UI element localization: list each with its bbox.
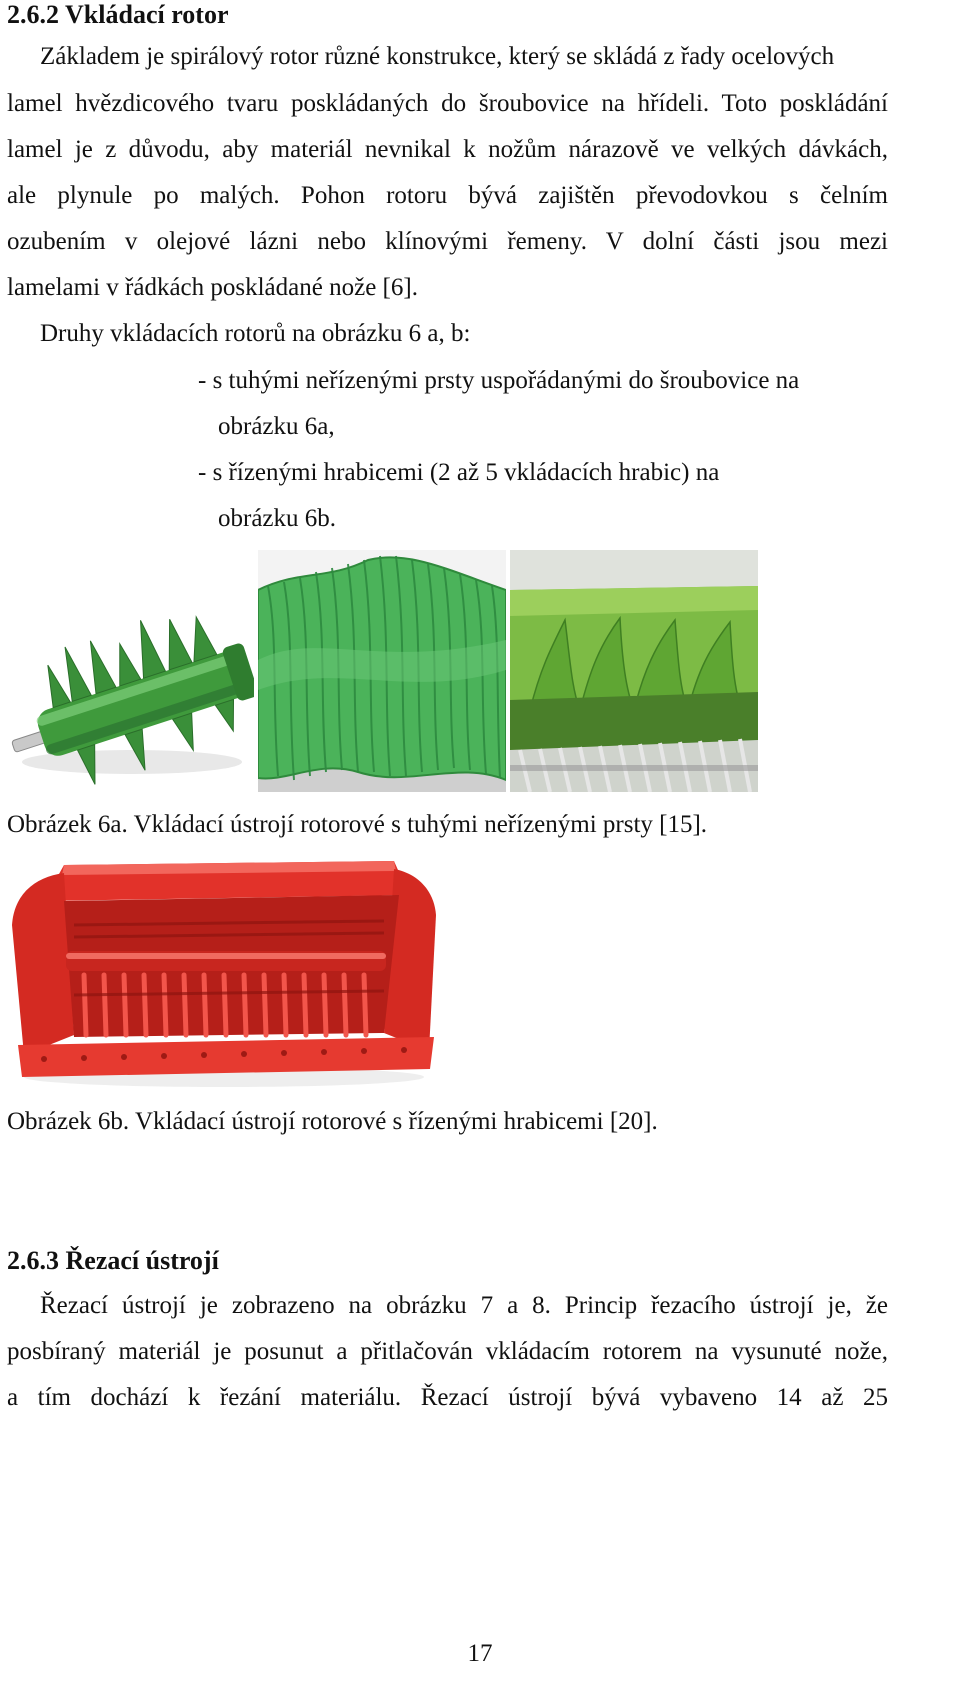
figure-6b-photo-red-rake-rotor — [4, 855, 444, 1090]
list-item: - s řízenými hrabicemi (2 až 5 vkládacích hrabic) na — [198, 459, 720, 486]
figure-6a-photo-rotor-fingers — [2, 572, 254, 792]
paragraph-line: posbíraný materiál je posunut a přitlačován vkládacím rotorem na vysunuté nože, — [7, 1338, 888, 1365]
paragraph-line: lamel hvězdicového tvaru poskládaných do šroubovice na hřídeli. Toto poskládání — [7, 90, 888, 117]
list-intro: Druhy vkládacích rotorů na obrázku 6 a, b: — [40, 320, 471, 347]
figure-6b-caption: Obrázek 6b. Vkládací ústrojí rotorové s řízenými hrabicemi [20]. — [7, 1108, 658, 1135]
paragraph-line: Základem je spirálový rotor různé konstrukce, který se skládá z řady ocelových — [40, 43, 835, 70]
paragraph-line: lamel je z důvodu, aby materiál nevnikal k nožům nárazově ve velkých dávkách, — [7, 136, 888, 163]
figure-6a-photo-lamellas — [258, 550, 506, 792]
paragraph-line: Řezací ústrojí je zobrazeno na obrázku 7 a 8. Princip řezacího ústrojí je, že — [40, 1292, 888, 1319]
list-item-continuation: obrázku 6b. — [218, 505, 337, 532]
figure-6a-photo-rotor-in-housing — [510, 550, 758, 792]
section-heading-vkladaci-rotor: 2.6.2 Vkládací rotor — [7, 0, 229, 29]
list-item: - s tuhými neřízenými prsty uspořádanými do šroubovice na — [198, 367, 800, 394]
list-item-continuation: obrázku 6a, — [218, 413, 335, 440]
page-number: 17 — [467, 1640, 493, 1667]
figure-6a-caption: Obrázek 6a. Vkládací ústrojí rotorové s tuhými neřízenými prsty [15]. — [7, 811, 708, 838]
section-heading-rezaci-ustroji: 2.6.3 Řezací ústrojí — [7, 1246, 219, 1275]
paragraph-line: ale plynule po malých. Pohon rotoru bývá zajištěn převodovkou s čelním — [7, 182, 888, 209]
paragraph-line: a tím dochází k řezání materiálu. Řezací ústrojí bývá vybaveno 14 až 25 — [7, 1384, 888, 1411]
paragraph-line: ozubením v olejové lázni nebo klínovými řemeny. V dolní části jsou mezi — [7, 228, 888, 255]
paragraph-line: lamelami v řádkách poskládané nože [6]. — [7, 274, 418, 301]
